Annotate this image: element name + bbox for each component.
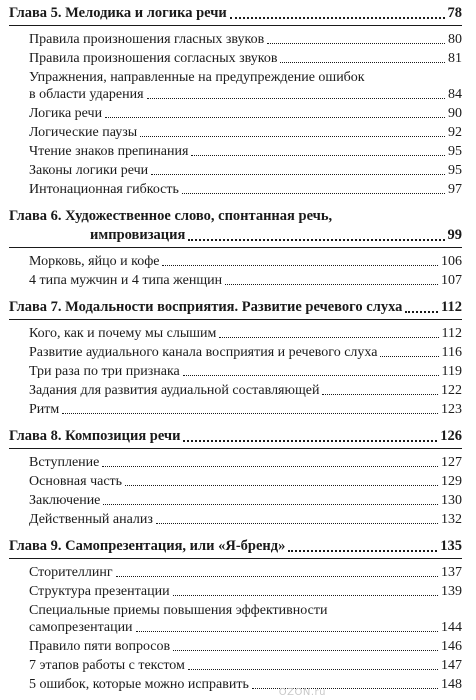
toc-entry xyxy=(29,325,462,342)
dot-leader xyxy=(136,631,438,632)
dot-leader xyxy=(105,117,445,118)
entry-title: Сторителлинг xyxy=(29,565,113,580)
entry-title: Чтение знаков препинания xyxy=(29,144,189,159)
entry-title: Логика речи xyxy=(29,106,103,121)
chapter-title: Глава 7. Модальности восприятия. Развитие речевого слуха xyxy=(9,299,403,315)
entry-page-number: 130 xyxy=(441,493,462,508)
dot-leader xyxy=(230,17,445,19)
toc-entry xyxy=(29,69,462,103)
dot-leader xyxy=(191,155,445,156)
entry-title: Правила произношения гласных звуков xyxy=(29,32,265,47)
entry-title: Правила произношения согласных звуков xyxy=(29,51,278,66)
dot-leader xyxy=(162,265,438,266)
dot-leader xyxy=(173,595,438,596)
entry-title: Логические паузы xyxy=(29,125,138,140)
entry-page-number: 132 xyxy=(441,512,462,527)
chapter-title: Глава 5. Мелодика и логика речи xyxy=(9,5,227,21)
dot-leader xyxy=(116,576,438,577)
entry-title-line1: Специальные приемы повышения эффективности xyxy=(29,603,328,618)
chapter-rule xyxy=(9,558,462,559)
toc-entry xyxy=(29,50,462,67)
entry-title: Вступление xyxy=(29,455,100,470)
entry-page-number: 80 xyxy=(448,32,462,47)
toc-entry xyxy=(29,344,462,361)
dot-leader xyxy=(188,239,444,241)
entry-list xyxy=(9,564,462,693)
entry-list xyxy=(9,454,462,528)
watermark: OZON.ru xyxy=(278,687,326,698)
entry-title: Три раза по три признака xyxy=(29,364,180,379)
entry-list xyxy=(9,325,462,418)
entry-title: Действенный анализ xyxy=(29,512,153,527)
entry-page-number: 81 xyxy=(448,51,462,66)
entry-title: Законы логики речи xyxy=(29,163,149,178)
chapter-page-number: 78 xyxy=(447,5,462,21)
chapter-rule xyxy=(9,448,462,449)
chapter-rule xyxy=(9,319,462,320)
chapter-title-block xyxy=(9,207,462,245)
toc-entry xyxy=(29,473,462,490)
chapter-6 xyxy=(9,207,462,289)
chapter-heading xyxy=(9,298,462,317)
entry-page-number: 92 xyxy=(448,125,462,140)
entry-page-number: 137 xyxy=(441,565,462,580)
entry-title: Развитие аудиального канала восприятия и речевого слуха xyxy=(29,345,378,360)
entry-page-number: 123 xyxy=(441,402,462,417)
dot-leader xyxy=(156,523,438,524)
entry-title: Структура презентации xyxy=(29,584,170,599)
chapter-page-number: 99 xyxy=(447,227,462,243)
entry-title: Морковь, яйцо и кофе xyxy=(29,254,160,269)
entry-page-number: 84 xyxy=(448,87,462,102)
entry-page-number: 144 xyxy=(441,620,462,635)
toc-entry xyxy=(29,511,462,528)
toc-entry xyxy=(29,638,462,655)
toc-entry xyxy=(29,401,462,418)
toc-entry xyxy=(29,31,462,48)
toc-entry xyxy=(29,583,462,600)
entry-title: 7 этапов работы с текстом xyxy=(29,658,185,673)
toc-entry xyxy=(29,124,462,141)
entry-title: Кого, как и почему мы слышим xyxy=(29,326,217,341)
chapter-title: Глава 8. Композиция речи xyxy=(9,428,181,444)
entry-list xyxy=(9,31,462,198)
dot-leader xyxy=(225,284,438,285)
entry-page-number: 129 xyxy=(441,474,462,489)
entry-page-number: 97 xyxy=(448,182,462,197)
toc-entry xyxy=(29,253,462,270)
dot-leader xyxy=(322,394,438,395)
toc-entry xyxy=(29,602,462,636)
dot-leader xyxy=(173,650,438,651)
entry-title: самопрезентации xyxy=(29,620,133,635)
entry-page-number: 95 xyxy=(448,163,462,178)
dot-leader xyxy=(102,466,438,467)
dot-leader xyxy=(288,550,437,552)
dot-leader xyxy=(182,193,445,194)
entry-page-number: 122 xyxy=(441,383,462,398)
dot-leader xyxy=(147,98,445,99)
entry-list xyxy=(9,253,462,289)
toc-entry xyxy=(29,492,462,509)
dot-leader xyxy=(219,337,438,338)
toc-entry xyxy=(29,143,462,160)
dot-leader xyxy=(125,485,438,486)
toc-entry xyxy=(29,454,462,471)
chapter-title-line2: импровизация xyxy=(90,227,186,243)
chapter-5 xyxy=(9,4,462,198)
toc-entry xyxy=(29,162,462,179)
entry-title-line1: Упражнения, направленные на предупреждение ошибок xyxy=(29,70,365,85)
entry-page-number: 116 xyxy=(441,345,462,360)
toc-entry xyxy=(29,363,462,380)
toc-entry xyxy=(29,676,462,693)
toc-entry xyxy=(29,564,462,581)
toc-entry xyxy=(29,382,462,399)
entry-page-number: 107 xyxy=(441,273,462,288)
entry-page-number: 146 xyxy=(441,639,462,654)
chapter-heading xyxy=(9,207,462,245)
entry-title: 4 типа мужчин и 4 типа женщин xyxy=(29,273,223,288)
chapter-rule xyxy=(9,247,462,248)
chapter-heading xyxy=(9,4,462,23)
dot-leader xyxy=(140,136,445,137)
chapter-7 xyxy=(9,298,462,418)
chapter-title-line1: Глава 6. Художественное слово, спонтанная речь, xyxy=(9,208,333,224)
entry-page-number: 112 xyxy=(441,326,462,341)
toc-entry xyxy=(29,657,462,674)
dot-leader xyxy=(183,440,437,442)
entry-page-number: 139 xyxy=(441,584,462,599)
entry-page-number: 148 xyxy=(441,677,462,692)
entry-page-number: 90 xyxy=(448,106,462,121)
toc-entry xyxy=(29,272,462,289)
chapter-page-number: 126 xyxy=(440,428,462,444)
chapter-page-number: 112 xyxy=(441,299,462,315)
dot-leader xyxy=(188,669,438,670)
dot-leader xyxy=(103,504,438,505)
chapter-page-number: 135 xyxy=(440,538,462,554)
entry-title: Интонационная гибкость xyxy=(29,182,179,197)
chapter-9 xyxy=(9,537,462,693)
entry-page-number: 106 xyxy=(441,254,462,269)
entry-title: Основная часть xyxy=(29,474,123,489)
toc-entry xyxy=(29,105,462,122)
entry-page-number: 147 xyxy=(441,658,462,673)
entry-page-number: 119 xyxy=(441,364,462,379)
entry-title: Задания для развития аудиальной составляющей xyxy=(29,383,320,398)
chapter-heading xyxy=(9,537,462,556)
dot-leader xyxy=(380,356,438,357)
dot-leader xyxy=(151,174,445,175)
entry-page-number: 127 xyxy=(441,455,462,470)
chapter-title: Глава 9. Самопрезентация, или «Я-бренд» xyxy=(9,538,286,554)
dot-leader xyxy=(267,43,445,44)
dot-leader xyxy=(62,413,438,414)
entry-title: 5 ошибок, которые можно исправить xyxy=(29,677,249,692)
entry-title: в области ударения xyxy=(29,87,144,102)
dot-leader xyxy=(405,311,438,313)
dot-leader xyxy=(280,62,445,63)
chapter-rule xyxy=(9,25,462,26)
chapter-8 xyxy=(9,427,462,528)
toc-entry xyxy=(29,181,462,198)
entry-page-number: 95 xyxy=(448,144,462,159)
entry-title: Заключение xyxy=(29,493,101,508)
chapter-heading xyxy=(9,427,462,446)
entry-title: Правило пяти вопросов xyxy=(29,639,171,654)
dot-leader xyxy=(183,375,439,376)
entry-title: Ритм xyxy=(29,402,60,417)
